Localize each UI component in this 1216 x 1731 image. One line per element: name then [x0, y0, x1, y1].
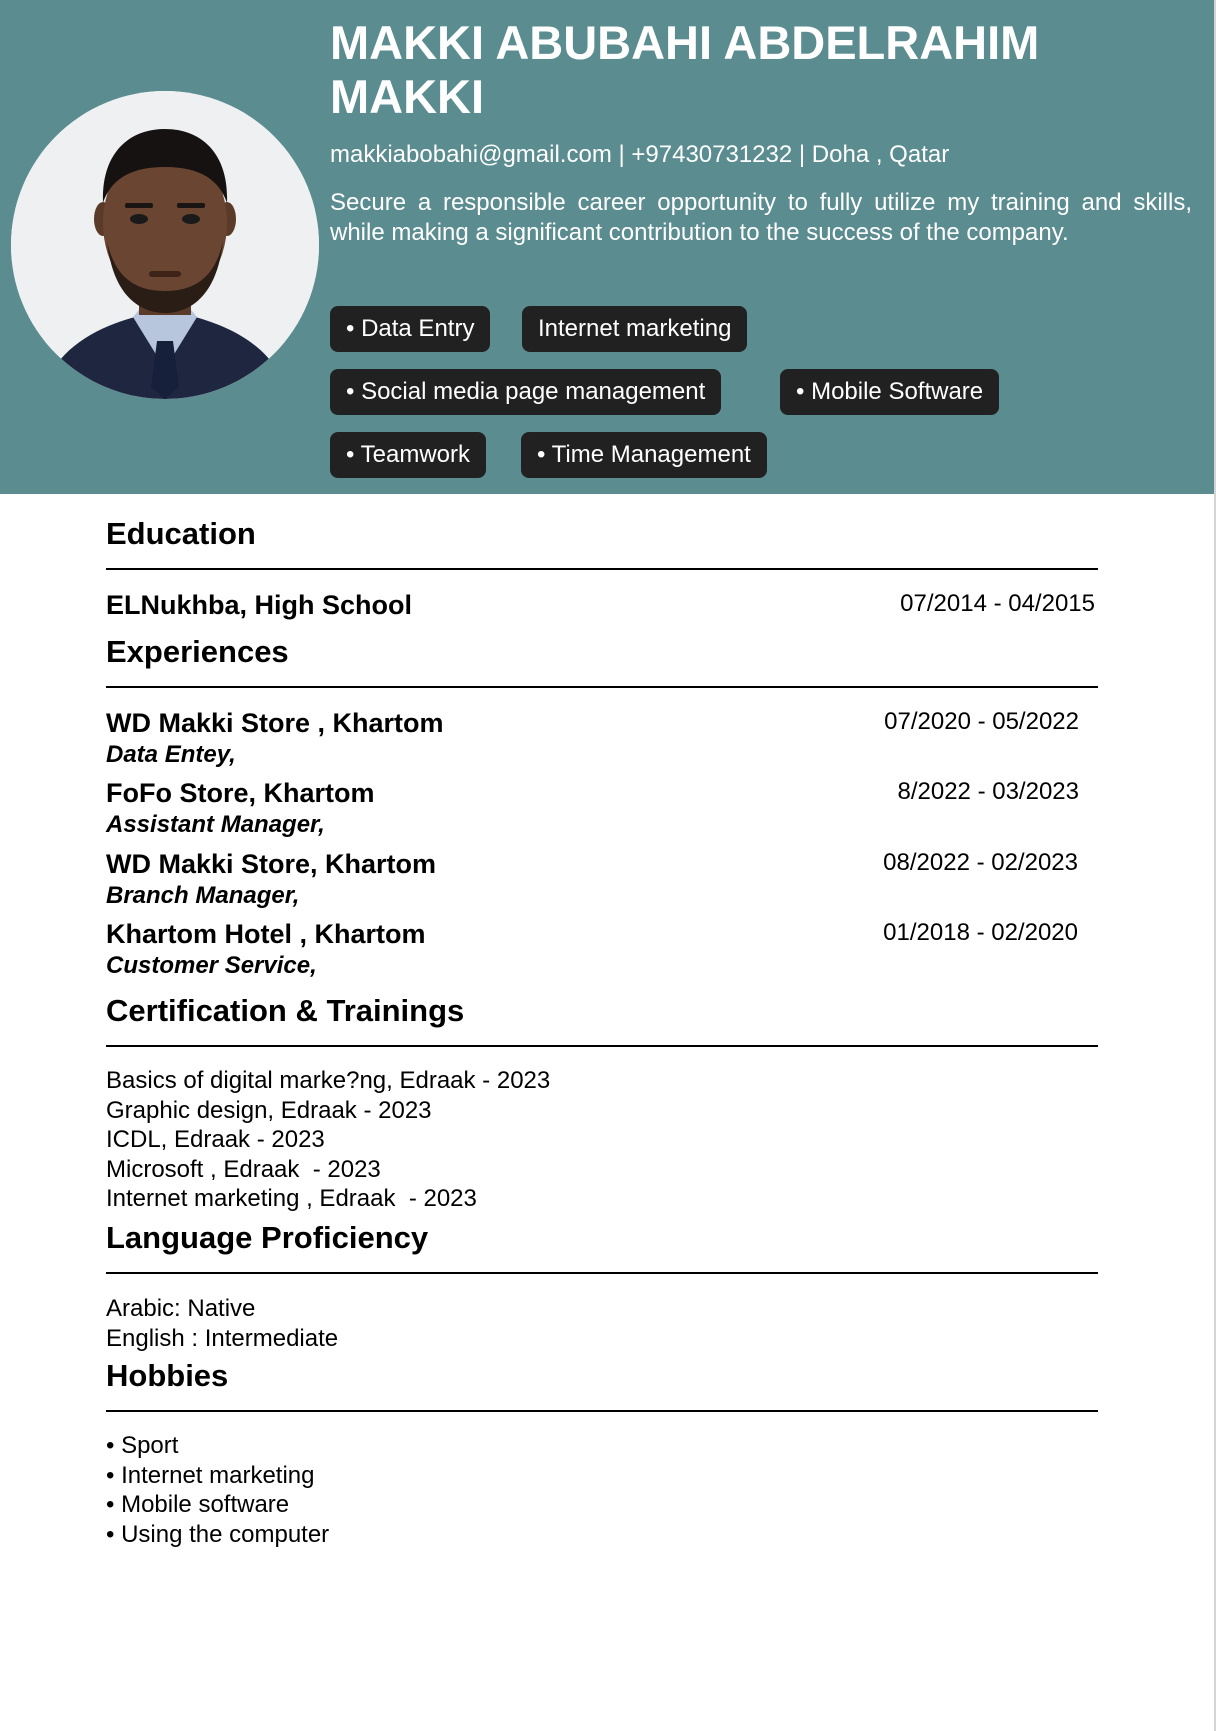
list-item: • Internet marketing [106, 1461, 315, 1489]
certifications-heading: Certification & Trainings [106, 993, 465, 1028]
list-item: • Using the computer [106, 1520, 330, 1548]
section-divider [106, 686, 1098, 688]
list-item: Internet marketing , Edraak - 2023 [106, 1185, 477, 1212]
list-item: • Mobile software [106, 1491, 290, 1518]
section-divider [106, 1410, 1098, 1412]
experience-company: Khartom Hotel , Khartom [106, 919, 426, 949]
experience-role: Data Entey, [106, 741, 236, 768]
name-line-2: MAKKI [330, 70, 485, 123]
experience-company: FoFo Store, Khartom [106, 778, 375, 808]
career-objective: Secure a responsible career opportunity to fully utilize my training and skills, while making a significant contribution to the success of the company. [330, 189, 1192, 246]
experience-company: WD Makki Store , Khartom [106, 708, 444, 738]
experience-role: Customer Service, [106, 952, 317, 979]
experience-dates: 8/2022 - 03/2023 [897, 778, 1079, 805]
contact-info: makkiabobahi@gmail.com | +97430731232 | Doha , Qatar [330, 141, 950, 168]
certifications-list [106, 1066, 1006, 1214]
person-portrait-icon [11, 91, 319, 399]
list-item: English : Intermediate [106, 1324, 339, 1352]
skill-chip: • Data Entry [330, 306, 490, 352]
experience-company: WD Makki Store, Khartom [106, 849, 437, 879]
list-item: Arabic: Native [106, 1295, 256, 1322]
education-school: ELNukhba, High School [106, 590, 413, 620]
experiences-heading: Experiences [106, 634, 289, 669]
section-divider [106, 568, 1098, 570]
candidate-name [330, 16, 1200, 124]
experience-dates: 07/2020 - 05/2022 [884, 708, 1079, 735]
resume-header [0, 0, 1214, 494]
list-item: ICDL, Edraak - 2023 [106, 1126, 325, 1153]
education-dates: 07/2014 - 04/2015 [900, 590, 1095, 617]
experience-role: Branch Manager, [106, 882, 300, 909]
skill-chip: • Teamwork [330, 432, 486, 478]
education-heading: Education [106, 516, 256, 551]
skill-chip: • Time Management [521, 432, 767, 478]
list-item: Basics of digital marke?ng, Edraak - 2023 [106, 1067, 551, 1094]
skill-chip: • Mobile Software [780, 369, 999, 415]
list-item: Microsoft , Edraak - 2023 [106, 1155, 381, 1183]
languages-heading: Language Proficiency [106, 1220, 429, 1255]
profile-photo [11, 91, 319, 399]
skill-chip: Internet marketing [522, 306, 747, 352]
name-line-1: MAKKI ABUBAHI ABDELRAHIM [330, 16, 1040, 69]
hobbies-heading: Hobbies [106, 1358, 229, 1393]
list-item: Graphic design, Edraak - 2023 [106, 1096, 432, 1124]
hobbies-list [106, 1431, 1006, 1549]
skill-chip: • Social media page management [330, 369, 721, 415]
experience-role: Assistant Manager, [106, 811, 325, 838]
experience-dates: 01/2018 - 02/2020 [883, 919, 1078, 946]
experience-dates: 08/2022 - 02/2023 [883, 849, 1078, 876]
section-divider [106, 1272, 1098, 1274]
list-item: • Sport [106, 1432, 179, 1459]
section-divider [106, 1045, 1098, 1047]
languages-list [106, 1294, 1006, 1353]
